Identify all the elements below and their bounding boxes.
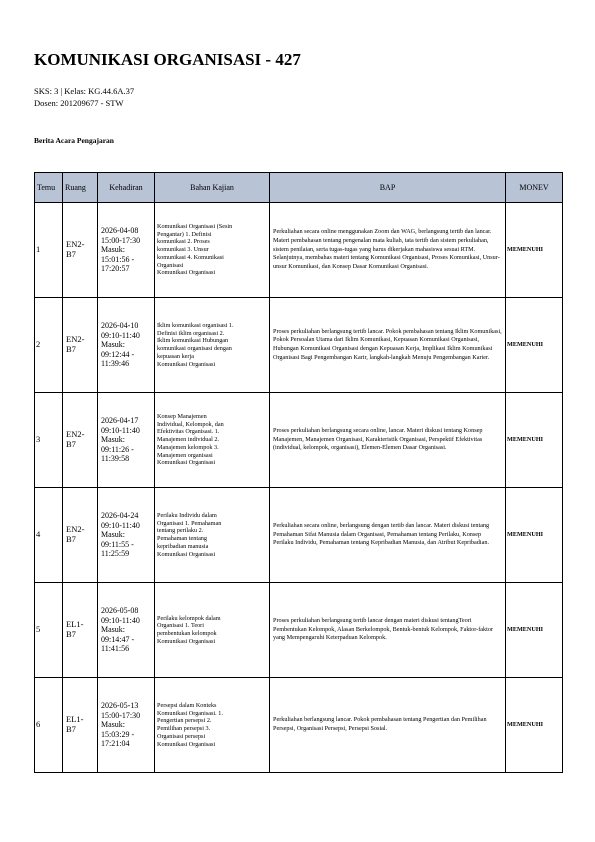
header-ruang: Ruang <box>63 173 98 203</box>
cell-kehadiran-line: 09:10-11:40 <box>101 425 140 435</box>
cell-monev: MEMENUHI <box>506 203 563 298</box>
cell-ruang-line: EN2- <box>66 429 85 440</box>
cell-kehadiran-line: Masuk: <box>101 720 125 730</box>
table-header-row <box>35 173 563 203</box>
cell-bahan-kajian-line: Komunikasi Organisasi <box>157 637 216 645</box>
cell-bap: Proses perkuliahan berlangsung tertib lancar. Pokok pembahasan tentang Iklim Komunikasi, Pokok Persoalan Utama dari Iklim Komunikasi, Kepuasan Komunikasi Organisasi, Hubungan Komunikasi Organisasi dengan Kepuasan Kerja, Implikasi Iklim Komunikasi Organisasi Bagi Pengembangan Karir, langkah-langkah Menuju Pengembangan Karier. <box>270 298 506 393</box>
cell-bahan-kajian-line: Komunikasi Organisasi (Sesin <box>157 222 233 230</box>
cell-kehadiran-line: 11:41:56 <box>101 644 130 654</box>
cell-bahan-kajian-line: Pengertian persepsi 2. <box>157 717 212 725</box>
cell-temu: 2 <box>35 298 63 393</box>
cell-bahan-kajian-line: Individual, Kelompok, dan <box>157 420 224 428</box>
cell-bahan-kajian-line: Organisasi <box>157 261 184 269</box>
cell-kehadiran-line: 2026-05-13 <box>101 701 139 711</box>
cell-kehadiran-line: 17:21:04 <box>101 739 130 749</box>
cell-bahan-kajian-line: Pemahaman tentang <box>157 535 207 542</box>
cell-monev: MEMENUHI <box>506 298 563 393</box>
cell-bahan-kajian-line: kepuasan kerja <box>157 352 194 360</box>
cell-ruang-line: EL1- <box>66 714 84 725</box>
cell-ruang-line: B7 <box>66 249 76 259</box>
cell-bahan-kajian-line: komunikasi 4. Komunikasi <box>157 253 224 261</box>
cell-ruang-line: EL1- <box>66 619 84 630</box>
cell-bahan-kajian-line: Komunikasi Organisasi <box>157 550 216 558</box>
cell-ruang <box>63 203 98 298</box>
cell-kehadiran <box>98 488 155 583</box>
cell-kehadiran-line: 15:01:56 - <box>101 254 135 264</box>
table-row <box>35 203 563 298</box>
teaching-record-table <box>34 172 563 773</box>
cell-bahan-kajian-line: pembentukan kelompok <box>157 630 217 637</box>
cell-kehadiran-line: 15:00-17:30 <box>101 235 141 245</box>
cell-ruang-line: B7 <box>66 344 76 354</box>
cell-bahan-kajian <box>155 488 270 583</box>
cell-ruang <box>63 393 98 488</box>
cell-kehadiran-line: 17:20:57 <box>101 264 130 274</box>
cell-bahan-kajian-line: Organisasi persepsi <box>157 732 206 740</box>
lecturer-info: Dosen: 201209677 - STW <box>34 98 124 108</box>
cell-bap: Proses perkuliahan berlangsung tertib lancar dengan materi diskusi tentangTeori Pembentukan Kelompok, Alasan Berkelompok, Bentuk-bentuk Kelompok, Faktor-faktor yang Mempengaruhi Keterpaduan Kelompok. <box>270 583 506 678</box>
cell-kehadiran-line: Masuk: <box>101 530 125 540</box>
cell-bahan-kajian-line: Organisasi 1. Teori <box>157 622 204 630</box>
cell-bahan-kajian <box>155 583 270 678</box>
cell-bap: Perkuliahan secara online menggunakan Zoom dan WAG, berlangsung tertib dan lancar. Materi pembahasan tentang pengenalan mata kuliah, tata tertib dan sistem perkuliahan, sistem penilaian, serta tugas-tugas yang harus dikerjakan mahasiswa sesuai RTM. Selanjutnya, membahas materi tentang Komunikasi Organisasi, Proses Komunikasi, Unsur-unsur Komunikasi, dan Konsep Dasar Komunikasi Organisasi. <box>270 203 506 298</box>
section-title: Berita Acara Pengajaran <box>34 136 114 145</box>
cell-bap: Perkuliahan berlangsung lancar. Pokok pembahasan tentang Pengertian dan Pemilihan Persepsi, Organisasi Persepsi, Persepsi Sosial. <box>270 678 506 773</box>
cell-monev: MEMENUHI <box>506 488 563 583</box>
cell-bahan-kajian-line: tentang perilaku 2. <box>157 527 204 535</box>
cell-ruang-line: B7 <box>66 439 76 449</box>
cell-ruang-line: B7 <box>66 724 76 734</box>
cell-bahan-kajian-line: komunikasi 2. Proses <box>157 238 210 246</box>
cell-kehadiran <box>98 678 155 773</box>
cell-kehadiran-line: Masuk: <box>101 245 125 255</box>
table-row <box>35 488 563 583</box>
cell-bap: Proses perkuliahan berlangsung secara online, lancar. Materi diskusi tentang Konsep Manajemen, Manajemen Organisasi, Karakteristik Organisasi, Perspektif Efektivitas (individual, kelompok, organisasi), Elemen-Elemen Dasar Organisasi. <box>270 393 506 488</box>
cell-bahan-kajian-line: Manajemen individual 2. <box>157 436 220 444</box>
cell-bahan-kajian-line: Komunikasi Organisasi <box>157 740 216 748</box>
cell-kehadiran-line: 11:39:58 <box>101 454 130 464</box>
cell-ruang-line: B7 <box>66 629 76 639</box>
cell-kehadiran-line: 11:25:59 <box>101 549 130 559</box>
cell-temu: 5 <box>35 583 63 678</box>
header-kehadiran: Kehadiran <box>98 173 155 203</box>
cell-bahan-kajian-line: Komunikasi Organisasi <box>157 269 216 277</box>
header-temu: Temu <box>35 173 63 203</box>
cell-temu: 3 <box>35 393 63 488</box>
cell-ruang <box>63 678 98 773</box>
cell-kehadiran-line: 2026-04-10 <box>101 321 139 331</box>
header-bap: BAP <box>270 173 506 203</box>
cell-bahan-kajian-line: Definisi iklim organisasi 2. <box>157 329 225 337</box>
cell-bahan-kajian-line: Iklim komunikasi Hubungan <box>157 337 229 345</box>
cell-bahan-kajian-line: Perilaku Individu dalam <box>157 511 217 519</box>
cell-bahan-kajian-line: Manajemen organisasi <box>157 451 213 459</box>
cell-ruang <box>63 488 98 583</box>
cell-bahan-kajian-line: Komunikasi Organisasi. 1. <box>157 709 223 717</box>
header-bahan-kajian: Bahan Kajian <box>155 173 270 203</box>
cell-bahan-kajian <box>155 298 270 393</box>
cell-ruang <box>63 298 98 393</box>
cell-kehadiran-line: 09:10-11:40 <box>101 330 140 340</box>
cell-bahan-kajian-line: Organisasi 1. Pemahaman <box>157 519 222 527</box>
cell-bahan-kajian-line: Manajemen kelompok 3. <box>157 443 219 451</box>
cell-bahan-kajian-line: Efektivitas Organisasi. 1. <box>157 428 220 436</box>
cell-kehadiran-line: 2026-04-08 <box>101 226 139 236</box>
cell-bahan-kajian-line: Konsep Manajemen <box>157 412 207 420</box>
table-row <box>35 583 563 678</box>
cell-bap: Perkuliahan secara online, berlangsung dengan tertib dan lancar. Materi diskusi tentang Pemahaman Sifat Manusia dalam Organisasi, Pemahaman tentang Perilaku, Konsep Perilaku Individu, Pemahaman tentang Kepribadian Manusia, dan Atribut Kepribadian. <box>270 488 506 583</box>
cell-bahan-kajian-line: kepribadian manusia <box>157 542 209 550</box>
header-monev: MONEV <box>506 173 563 203</box>
cell-kehadiran-line: 2026-04-24 <box>101 511 139 521</box>
cell-ruang-line: EN2- <box>66 524 85 535</box>
cell-bahan-kajian-line: Perilaku kelompok dalam <box>157 614 221 622</box>
cell-kehadiran-line: 09:10-11:40 <box>101 615 140 625</box>
table-row <box>35 678 563 773</box>
cell-bahan-kajian <box>155 678 270 773</box>
cell-ruang-line: EN2- <box>66 334 85 345</box>
cell-bahan-kajian <box>155 203 270 298</box>
table-row <box>35 393 563 488</box>
cell-kehadiran-line: 09:14:47 - <box>101 634 135 644</box>
cell-ruang-line: B7 <box>66 534 76 544</box>
cell-bahan-kajian-line: Persepsi dalam Konteks <box>157 701 217 709</box>
cell-kehadiran-line: 09:10-11:40 <box>101 520 140 530</box>
cell-monev: MEMENUHI <box>506 678 563 773</box>
cell-kehadiran <box>98 203 155 298</box>
course-title: KOMUNIKASI ORGANISASI - 427 <box>34 50 301 69</box>
cell-bahan-kajian-line: Pengantar) 1. Definisi <box>157 230 212 238</box>
cell-bahan-kajian-line: komunikasi 3. Unsur <box>157 246 209 254</box>
cell-kehadiran <box>98 298 155 393</box>
cell-kehadiran-line: 09:11:26 - <box>101 444 134 454</box>
cell-temu: 4 <box>35 488 63 583</box>
cell-kehadiran-line: 09:12:44 - <box>101 349 135 359</box>
cell-kehadiran-line: 09:11:55 - <box>101 539 134 549</box>
table-row <box>35 298 563 393</box>
cell-kehadiran-line: 15:00-17:30 <box>101 710 141 720</box>
cell-kehadiran <box>98 583 155 678</box>
cell-temu: 6 <box>35 678 63 773</box>
cell-kehadiran-line: 2026-05-08 <box>101 606 139 616</box>
cell-kehadiran-line: 11:39:46 <box>101 359 130 369</box>
cell-bahan-kajian-line: Komunikasi Organisasi <box>157 459 216 467</box>
table-body <box>35 203 563 773</box>
cell-bahan-kajian-line: komunikasi organisasi dengan <box>157 345 232 352</box>
cell-kehadiran-line: Masuk: <box>101 435 125 445</box>
cell-bahan-kajian <box>155 393 270 488</box>
cell-kehadiran-line: 15:03:29 - <box>101 729 135 739</box>
cell-bahan-kajian-line: Komunikasi Organisasi <box>157 360 216 368</box>
cell-ruang <box>63 583 98 678</box>
cell-bahan-kajian-line: Pemilihan persepsi 3. <box>157 725 211 732</box>
course-info: SKS: 3 | Kelas: KG.44.6A.37 <box>34 86 135 96</box>
cell-kehadiran <box>98 393 155 488</box>
cell-monev: MEMENUHI <box>506 583 563 678</box>
cell-temu: 1 <box>35 203 63 298</box>
cell-monev: MEMENUHI <box>506 393 563 488</box>
cell-kehadiran-line: Masuk: <box>101 340 125 350</box>
cell-bahan-kajian-line: Iklim komunikasi organisasi 1. <box>157 321 234 329</box>
cell-ruang-line: EN2- <box>66 239 85 250</box>
cell-kehadiran-line: 2026-04-17 <box>101 416 139 426</box>
cell-kehadiran-line: Masuk: <box>101 625 125 635</box>
